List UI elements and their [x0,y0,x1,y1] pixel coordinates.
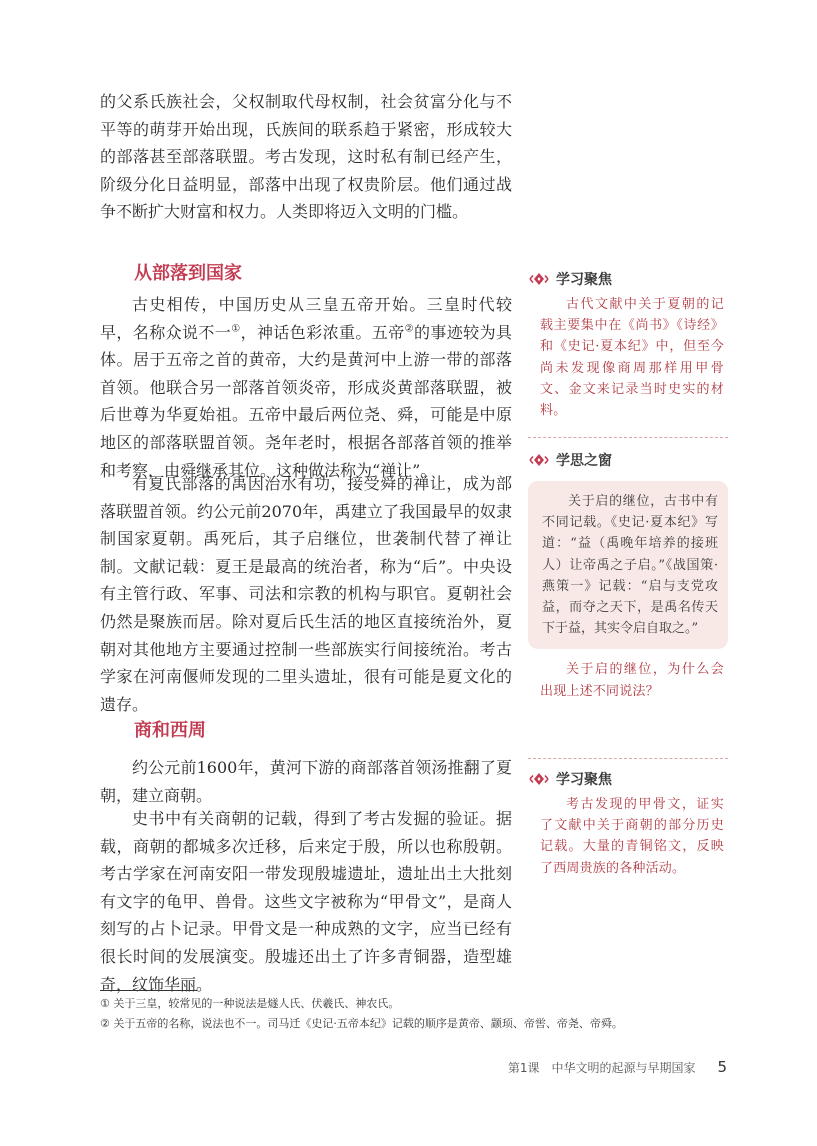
sidebar-question: 关于启的继位，为什么会出现上述不同说法？ [540,662,724,699]
section-heading-tribe-to-state: 从部落到国家 [134,263,242,284]
window-diamond-icon [528,451,550,469]
page-number: 5 [717,1058,727,1076]
sidebar-header [528,268,728,290]
sidebar-learning-focus-2 [528,768,728,879]
section1-paragraph-1 [100,291,512,484]
sidebar-text: 考古发现的甲骨文，证实了文献中关于商朝的部分历史记载。大量的青铜铭文，反映了西周贵族的各种活动。 [540,797,724,876]
section2-paragraph-2: 史书中有关商朝的记载，得到了考古发掘的验证。据载，商朝的都城多次迁移，后来定于殷，所以也称殷朝。考古学家在河南安阳一带发现殷墟遗址，遗址出土大批刻有文字的龟甲、兽骨。这些文字被称为“甲骨文”，是商人刻写的占卜记录。甲骨文是一种成熟的文字，应当已经有很长时间的发展演变。殷墟还出土了许多青铜器，造型雄奇，纹饰华丽。 [100,809,512,994]
footnote-rule [100,990,197,991]
sidebar-text: 古代文献中关于夏朝的记载主要集中在《尚书》《诗经》和《史记·夏本纪》中，但至今尚未发现像商周那样用甲骨文、金文来记录当时史实的材料。 [540,297,724,419]
sidebar-learning-focus-1 [528,268,728,421]
footnote-ref-1: ① [231,323,241,335]
footnote-2: ② 关于五帝的名称，说法也不一。司马迁《史记·五帝本纪》记载的顺序是黄帝、颛顼、帝喾、帝尧、帝舜。 [100,1017,623,1030]
page-footer [508,1058,727,1076]
intro-paragraph: 的父系氏族社会，父权制取代母权制，社会贫富分化与不平等的萌芽开始出现，氏族间的联系趋于紧密，形成较大的部落甚至部落联盟。考古发现，这时私有制已经产生，阶级分化日益明显，部落中出现了权贵阶层。他们通过战争不断扩大财富和权力。人类即将迈入文明的门槛。 [100,92,512,222]
text-span: 古史相传，中国历史从三皇五帝开始。三皇时代较早，名称众说不一 [100,295,512,342]
footnote-ref-2: ② [404,323,414,335]
sidebar-header [528,768,728,790]
sidebar-divider [528,437,728,438]
quote-box: 关于启的继位，古书中有不同记载。《史记·夏本纪》写道：“益（禹晚年培养的接班人）让帝禹之子启。”《战国策·燕策一》记载：“启与支党攻益，而夺之天下，是禹名传天下于益，其实令启自取之。” [528,481,728,649]
sidebar-thinking-window [528,449,728,702]
focus-diamond-icon [528,270,550,288]
sidebar-title: 学习聚焦 [556,272,612,288]
section1-paragraph-2: 有夏氏部落的禹因治水有功，接受舜的禅让，成为部落联盟首领。约公元前2070年，禹建立了我国最早的奴隶制国家夏朝。禹死后，其子启继位，世袭制代替了禅让制。文献记载：夏王是最高的统治者，称为“后”。中央设有主管行政、军事、司法和宗教的机构与职官。夏朝社会仍然是聚族而居。除对夏后氏生活的地区直接统治外，夏朝对其他地方主要通过控制一些部族实行间接统治。考古学家在河南偃师发现的二里头遗址，很有可能是夏文化的遗存。 [100,474,512,714]
sidebar-divider [528,758,728,759]
section2-paragraph-1: 约公元前1600年，黄河下游的商部落首领汤推翻了夏朝，建立商朝。 [100,758,512,805]
sidebar-title: 学习聚焦 [556,772,612,788]
text-span: 的事迹较为具体。居于五帝之首的黄帝，大约是黄河中上游一带的部落首领。他联合另一部落首领炎帝，形成炎黄部落联盟，被后世尊为华夏始祖。五帝中最后两位尧、舜，可能是中原地区的部落联盟首领。尧年老时，根据各部落首领的推举和考察，由舜继承其位。这种做法称为“禅让”。 [100,322,512,480]
sidebar-title: 学思之窗 [556,453,612,469]
text-span: ，神话色彩浓重。五帝 [240,322,405,342]
sidebar-header [528,449,728,471]
section-heading-shang-zhou: 商和西周 [134,720,206,741]
focus-diamond-icon [528,770,550,788]
lesson-title: 第1课 中华文明的起源与早期国家 [507,1060,696,1075]
footnote-1: ① 关于三皇，较常见的一种说法是燧人氏、伏羲氏、神农氏。 [100,997,400,1010]
